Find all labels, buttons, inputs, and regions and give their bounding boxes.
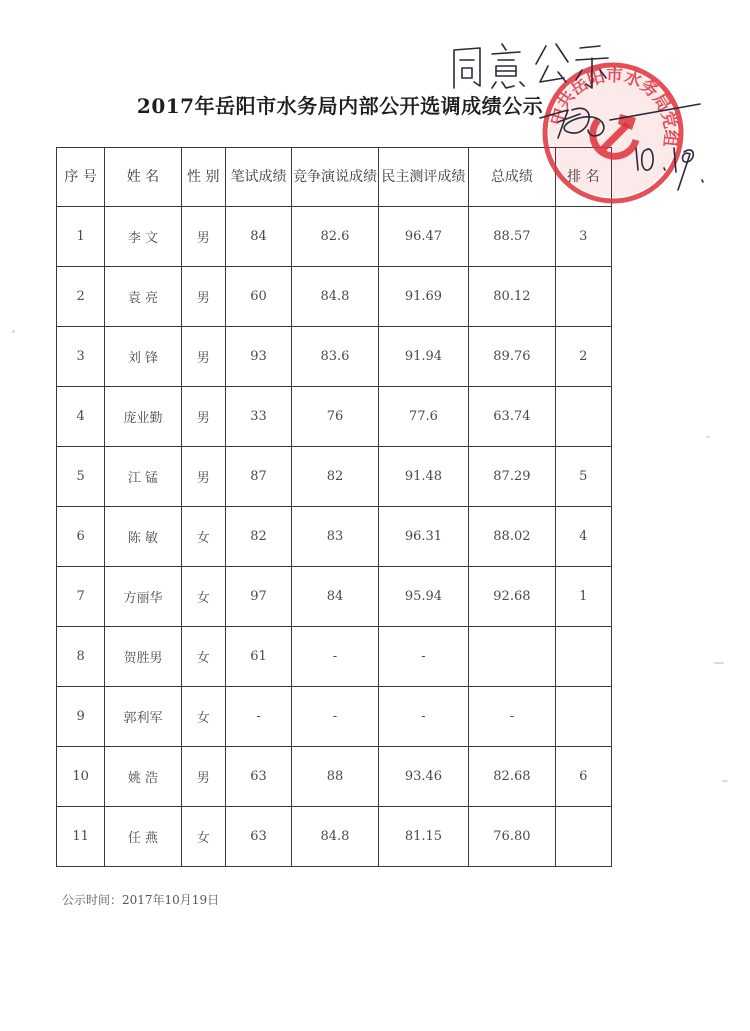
cell-rank <box>555 807 611 867</box>
cell-speech-score: 76 <box>292 387 378 447</box>
cell-written-score: 61 <box>225 627 291 687</box>
cell-rank: 4 <box>555 507 611 567</box>
cell-evaluation-score: 96.31 <box>378 507 468 567</box>
header-name: 姓 名 <box>105 148 181 207</box>
cell-speech-score: 84 <box>292 567 378 627</box>
cell-total-score: 76.80 <box>469 807 555 867</box>
cell-index: 6 <box>57 507 105 567</box>
seal-text: 中共岳阳市水务局党组 <box>546 65 681 148</box>
table-row <box>57 747 612 807</box>
document-title: 2017年岳阳市水务局内部公开选调成绩公示 <box>136 94 544 118</box>
table-row <box>57 267 612 327</box>
cell-name: 刘 锋 <box>105 327 181 387</box>
scores-table <box>56 147 612 867</box>
cell-rank: 1 <box>555 567 611 627</box>
cell-evaluation-score: 77.6 <box>378 387 468 447</box>
cell-total-score: 88.02 <box>469 507 555 567</box>
cell-name: 贺胜男 <box>105 627 181 687</box>
table-row <box>57 687 612 747</box>
cell-speech-score: 83 <box>292 507 378 567</box>
cell-index: 1 <box>57 207 105 267</box>
cell-rank <box>555 387 611 447</box>
cell-gender: 女 <box>181 507 225 567</box>
cell-evaluation-score: 96.47 <box>378 207 468 267</box>
cell-written-score: 84 <box>225 207 291 267</box>
cell-gender: 女 <box>181 627 225 687</box>
header-written-score: 笔试成绩 <box>225 148 291 207</box>
cell-total-score: - <box>469 687 555 747</box>
cell-speech-score: - <box>292 687 378 747</box>
header-index: 序 号 <box>57 148 105 207</box>
handwritten-approval-signature <box>440 30 740 220</box>
cell-speech-score: 88 <box>292 747 378 807</box>
cell-name: 陈 敏 <box>105 507 181 567</box>
cell-evaluation-score: 81.15 <box>378 807 468 867</box>
table-row <box>57 507 612 567</box>
cell-rank: 6 <box>555 747 611 807</box>
cell-total-score: 87.29 <box>469 447 555 507</box>
cell-index: 3 <box>57 327 105 387</box>
scan-speck <box>706 436 710 438</box>
header-evaluation-score: 民主测评成绩 <box>378 148 468 207</box>
cell-name: 方丽华 <box>105 567 181 627</box>
cell-total-score: 80.12 <box>469 267 555 327</box>
table-row <box>57 327 612 387</box>
cell-written-score: 60 <box>225 267 291 327</box>
publication-date: 公示时间：2017年10月19日 <box>62 893 220 907</box>
scan-speck <box>12 330 15 333</box>
cell-evaluation-score: 91.48 <box>378 447 468 507</box>
cell-total-score <box>469 627 555 687</box>
cell-gender: 男 <box>181 267 225 327</box>
cell-written-score: 97 <box>225 567 291 627</box>
cell-evaluation-score: 91.94 <box>378 327 468 387</box>
scan-speck <box>722 780 728 782</box>
cell-name: 袁 亮 <box>105 267 181 327</box>
cell-name: 郭利军 <box>105 687 181 747</box>
cell-index: 8 <box>57 627 105 687</box>
cell-rank <box>555 687 611 747</box>
cell-written-score: 87 <box>225 447 291 507</box>
cell-index: 4 <box>57 387 105 447</box>
cell-total-score: 82.68 <box>469 747 555 807</box>
cell-written-score: 82 <box>225 507 291 567</box>
cell-total-score: 89.76 <box>469 327 555 387</box>
cell-written-score: 93 <box>225 327 291 387</box>
cell-speech-score: 84.8 <box>292 267 378 327</box>
table-row <box>57 627 612 687</box>
table-row <box>57 447 612 507</box>
cell-index: 9 <box>57 687 105 747</box>
table-row <box>57 387 612 447</box>
cell-name: 李 文 <box>105 207 181 267</box>
cell-speech-score: - <box>292 627 378 687</box>
cell-index: 5 <box>57 447 105 507</box>
table-row <box>57 807 612 867</box>
cell-evaluation-score: 91.69 <box>378 267 468 327</box>
cell-rank: 5 <box>555 447 611 507</box>
cell-speech-score: 84.8 <box>292 807 378 867</box>
cell-gender: 女 <box>181 807 225 867</box>
cell-name: 姚 浩 <box>105 747 181 807</box>
cell-gender: 男 <box>181 327 225 387</box>
table-row <box>57 567 612 627</box>
cell-rank: 2 <box>555 327 611 387</box>
cell-name: 江 锰 <box>105 447 181 507</box>
cell-gender: 男 <box>181 447 225 507</box>
cell-rank <box>555 627 611 687</box>
cell-written-score: - <box>225 687 291 747</box>
cell-speech-score: 82 <box>292 447 378 507</box>
cell-speech-score: 82.6 <box>292 207 378 267</box>
cell-index: 2 <box>57 267 105 327</box>
header-gender: 性 别 <box>181 148 225 207</box>
cell-written-score: 33 <box>225 387 291 447</box>
cell-index: 10 <box>57 747 105 807</box>
cell-total-score: 92.68 <box>469 567 555 627</box>
header-total-score: 总成绩 <box>469 148 555 207</box>
cell-evaluation-score: 93.46 <box>378 747 468 807</box>
cell-gender: 男 <box>181 387 225 447</box>
cell-total-score: 88.57 <box>469 207 555 267</box>
cell-rank: 3 <box>555 207 611 267</box>
cell-gender: 女 <box>181 687 225 747</box>
cell-evaluation-score: - <box>378 687 468 747</box>
header-rank: 排 名 <box>555 148 611 207</box>
cell-gender: 男 <box>181 747 225 807</box>
header-speech-score: 竞争演说成绩 <box>292 148 378 207</box>
cell-name: 任 燕 <box>105 807 181 867</box>
cell-rank <box>555 267 611 327</box>
cell-written-score: 63 <box>225 807 291 867</box>
cell-evaluation-score: 95.94 <box>378 567 468 627</box>
cell-name: 庞业勤 <box>105 387 181 447</box>
cell-written-score: 63 <box>225 747 291 807</box>
cell-index: 7 <box>57 567 105 627</box>
cell-speech-score: 83.6 <box>292 327 378 387</box>
cell-total-score: 63.74 <box>469 387 555 447</box>
cell-gender: 男 <box>181 207 225 267</box>
cell-index: 11 <box>57 807 105 867</box>
cell-evaluation-score: - <box>378 627 468 687</box>
scan-speck <box>714 662 724 664</box>
cell-gender: 女 <box>181 567 225 627</box>
